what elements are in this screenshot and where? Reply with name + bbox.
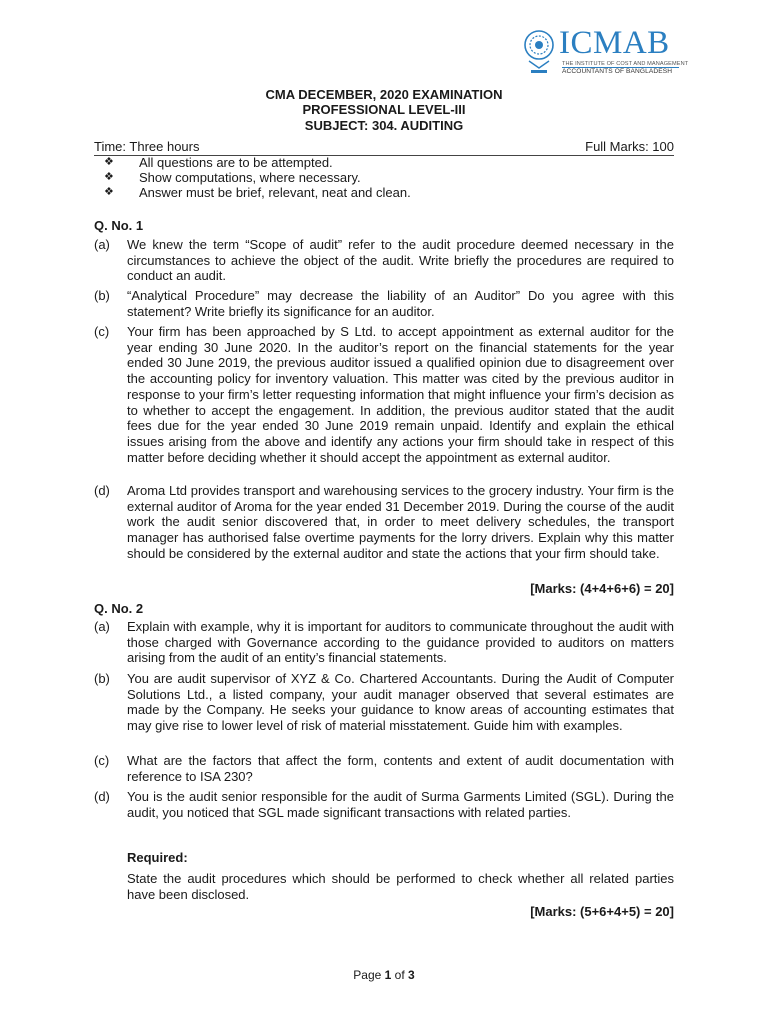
- instruction-text: Answer must be brief, relevant, neat and clean.: [139, 185, 411, 200]
- part-label: (a): [94, 237, 110, 252]
- part-label: (a): [94, 619, 110, 634]
- part-label: (c): [94, 753, 110, 768]
- part-label: (b): [94, 288, 110, 303]
- part-text: You are audit supervisor of XYZ & Co. Chartered Accountants. During the Audit of Computer Solutions Ltd., a listed company, your audit manager observed that several estimates are made by the Company. He seeks your guidance to know areas of accounting estimates that may give rise to lower level of risk of material misstatement. Guide him with examples.: [127, 671, 674, 734]
- part-text: We knew the term “Scope of audit” refer to the audit procedure deemed necessary in the circumstances to achieve the object of the audit. Write briefly the procedures are required to conduct an audit.: [127, 237, 674, 284]
- part-label: (c): [94, 324, 110, 339]
- part-label: (d): [94, 483, 110, 498]
- exam-full-marks: Full Marks: 100: [585, 139, 674, 154]
- part-text: Your firm has been approached by S Ltd. to accept appointment as external auditor for the year ending 30 June 2020. In the auditor’s report on the financial statements for the year ended 30 June 2019, the previous auditor issued a qualified opinion due to disagreement over the accounting policy for inventory valuation. This matter was cited by the previous auditor in response to your firm’s letter requesting information that might influence your firm’s decision as to whether to accept the engagement. In addition, the previous auditor stated that the audit fees due for the year ended 30 June 2019 remain unpaid. Identify and explain the ethical issues arising from the above and identify any actions your firm should take in respect of this matter before deciding whether it should accept the appointment as external auditor.: [127, 324, 674, 465]
- question-2-marks: [Marks: (5+6+4+5) = 20]: [530, 904, 674, 919]
- exam-level: PROFESSIONAL LEVEL-III: [302, 102, 466, 117]
- page-word: Page: [353, 968, 382, 982]
- of-word: of: [394, 968, 405, 982]
- logo-brand-text: ICMAB: [559, 25, 670, 61]
- icmab-logo: [519, 25, 689, 81]
- question-2-part-d: [94, 789, 674, 820]
- logo-subtitle-line1: THE INSTITUTE OF COST AND MANAGEMENT: [562, 61, 689, 67]
- question-1-part-b: [94, 288, 674, 319]
- diamond-bullet-icon: ❖: [104, 171, 114, 183]
- diamond-bullet-icon: ❖: [104, 156, 114, 168]
- logo-subtitle-line2: ACCOUNTANTS OF BANGLADESH: [562, 68, 673, 75]
- required-label: Required:: [127, 850, 188, 865]
- part-label: (b): [94, 671, 110, 686]
- part-text: What are the factors that affect the form, contents and extent of audit documentation with reference to ISA 230?: [127, 753, 674, 784]
- instruction-text: All questions are to be attempted.: [139, 155, 333, 170]
- question-1-part-d: [94, 483, 674, 562]
- exam-title: CMA DECEMBER, 2020 EXAMINATION: [265, 87, 503, 102]
- diamond-bullet-icon: ❖: [104, 186, 114, 198]
- exam-subject: SUBJECT: 304. AUDITING: [304, 118, 464, 133]
- part-text: “Analytical Procedure” may decrease the liability of an Auditor” Do you agree with this statement? Write briefly its significance for an auditor.: [127, 288, 674, 319]
- question-1-marks: [Marks: (4+4+6+6) = 20]: [530, 581, 674, 596]
- question-2-title: Q. No. 2: [94, 601, 144, 616]
- question-1-part-c: [94, 324, 674, 465]
- icmab-emblem-icon: [519, 28, 559, 78]
- required-text: State the audit procedures which should be performed to check whether all related parties have been disclosed.: [127, 871, 674, 902]
- page-footer: [0, 968, 768, 982]
- exam-time: Time: Three hours: [94, 139, 200, 154]
- page-total: 3: [408, 968, 415, 982]
- question-2-part-a: [94, 619, 674, 666]
- part-text: Explain with example, why it is important for auditors to communicate throughout the audit with those charged with Governance according to the guidance provided to auditors on matters arising from the audit of an entity’s financial statements.: [127, 619, 674, 666]
- page-number: 1: [384, 968, 392, 982]
- question-2-part-b: [94, 671, 674, 734]
- exam-meta: [94, 139, 674, 154]
- question-2-part-c: [94, 753, 674, 784]
- question-1-part-a: [94, 237, 674, 284]
- part-label: (d): [94, 789, 110, 804]
- part-text: Aroma Ltd provides transport and warehousing services to the grocery industry. Your firm is the external auditor of Aroma for the year ended 31 December 2019. During the course of the audit work the audit senior discovered that, in order to meet delivery schedules, the transport manager has authorised false overtime payments for the lorry drivers. Explain why this matter should be considered by the external auditor and state the actions that your firm should take.: [127, 483, 674, 561]
- instruction-text: Show computations, where necessary.: [139, 170, 361, 185]
- question-1-title: Q. No. 1: [94, 218, 144, 233]
- part-text: You is the audit senior responsible for the audit of Surma Garments Limited (SGL). During the audit, you noticed that SGL made significant transactions with related parties.: [127, 789, 674, 820]
